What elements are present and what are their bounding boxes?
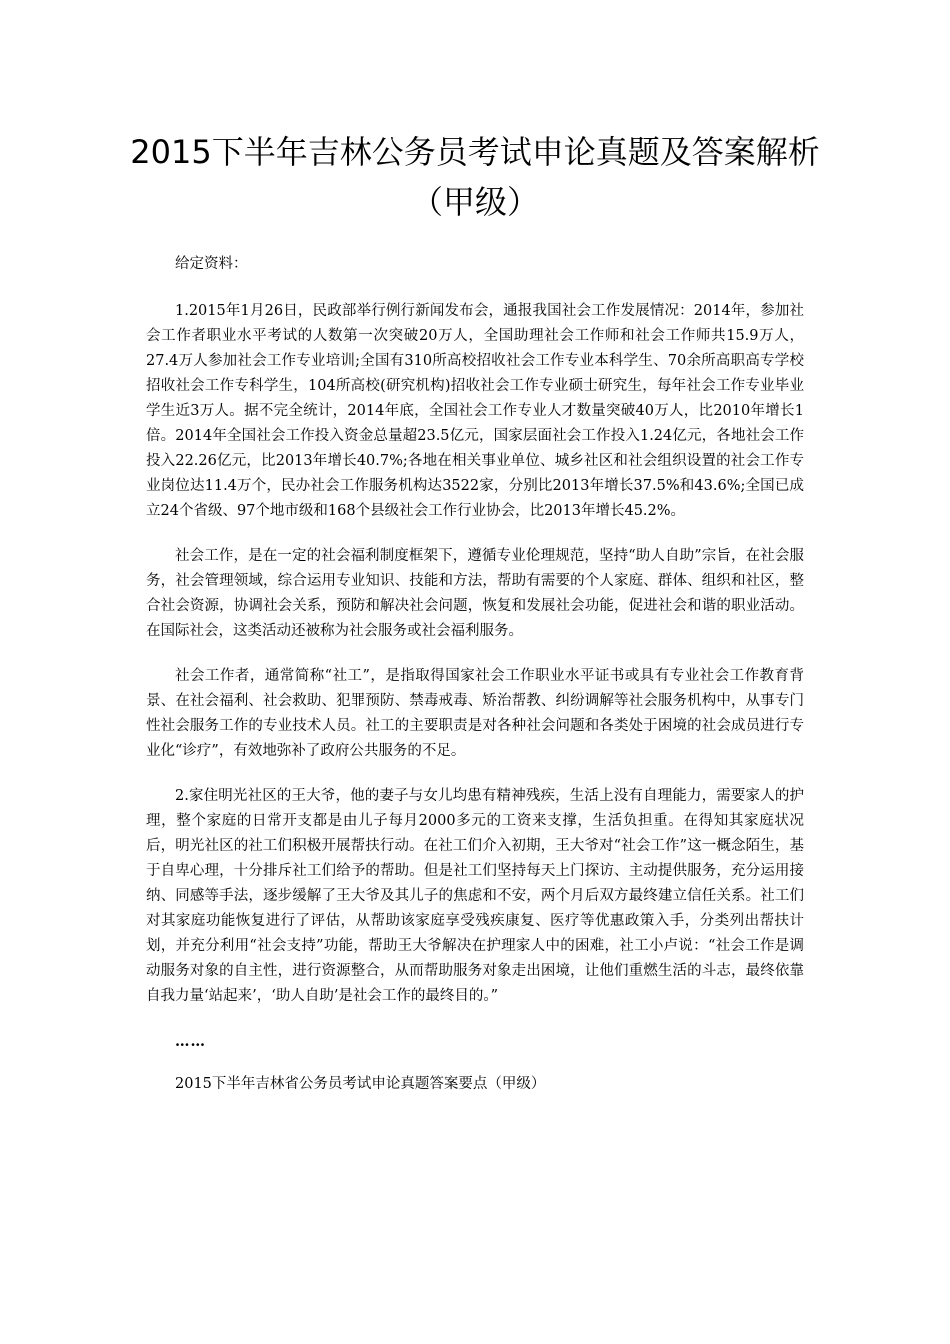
document-body bbox=[146, 252, 804, 1117]
document-title: 2015下半年吉林公务员考试申论真题及答案解析（甲级） bbox=[130, 133, 820, 221]
paragraph-2: 社会工作，是在一定的社会福利制度框架下，遵循专业伦理规范，坚持“助人自助”宗旨，在社会服务，社会管理领域，综合运用专业知识、技能和方法，帮助有需要的个人家庭、群体、组织和社区，整合社会资源，协调社会关系，预防和解决社会问题，恢复和发展社会功能，促进社会和谐的职业活动。在国际社会，这类活动还被称为社会服务或社会福利服务。 bbox=[146, 548, 804, 639]
ellipsis: …… bbox=[175, 1033, 206, 1050]
materials-label: 给定资料： bbox=[175, 256, 248, 272]
answer-heading: 2015下半年吉林省公务员考试申论真题答案要点（甲级） bbox=[175, 1076, 546, 1092]
paragraph-4: 2.家住明光社区的王大爷，他的妻子与女儿均患有精神残疾，生活上没有自理能力，需要家人的护理，整个家庭的日常开支都是由儿子每月2000多元的工资来支撑，生活负担重。在得知其家庭状况后，明光社区的社工们积极开展帮扶行动。在社工们介入初期，王大爷对“社会工作”这一概念陌生，基于自卑心理，十分排斥社工们给予的帮助。但是社工们坚持每天上门探访、主动提供服务，充分运用接纳、同感等手法，逐步缓解了王大爷及其儿子的焦虑和不安，两个月后双方最终建立信任关系。社工们对其家庭功能恢复进行了评估，从帮助该家庭享受残疾康复、医疗等优惠政策入手，分类列出帮扶计划，并充分利用“社会支持”功能，帮助王大爷解决在护理家人中的困难，社工小卢说：“社会工作是调动服务对象的自主性，进行资源整合，从而帮助服务对象走出困境，让他们重燃生活的斗志，最终依靠自我力量‘站起来’，‘助人自助’是社会工作的最终目的。” bbox=[146, 788, 804, 1004]
paragraph-1: 1.2015年1月26日，民政部举行例行新闻发布会，通报我国社会工作发展情况：2014年，参加社会工作者职业水平考试的人数第一次突破20万人，全国助理社会工作师和社会工作师共15.9万人，27.4万人参加社会工作专业培训;全国有310所高校招收社会工作专业本科学生、70余所高职高专学校招收社会工作专科学生，104所高校(研究机构)招收社会工作专业硕士研究生，每年社会工作专业毕业学生近3万人。据不完全统计，2014年底，全国社会工作专业人才数量突破40万人，比2010年增长1倍。2014年全国社会工作投入资金总量超23.5亿元，国家层面社会工作投入1.24亿元，各地社会工作投入22.26亿元，比2013年增长40.7%;各地在相关事业单位、城乡社区和社会组织设置的社会工作专业岗位达11.4万个，民办社会工作服务机构达3522家，分别比2013年增长37.5%和43.6%;全国已成立24个省级、97个地市级和168个县级社会工作行业协会，比2013年增长45.2%。 bbox=[146, 303, 804, 519]
paragraph-3: 社会工作者，通常简称“社工”，是指取得国家社会工作职业水平证书或具有专业社会工作教育背景、在社会福利、社会救助、犯罪预防、禁毒戒毒、矫治帮教、纠纷调解等社会服务机构中，从事专门性社会服务工作的专业技术人员。社工的主要职责是对各种社会问题和各类处于困境的社会成员进行专业化“诊疗”，有效地弥补了政府公共服务的不足。 bbox=[146, 668, 804, 759]
